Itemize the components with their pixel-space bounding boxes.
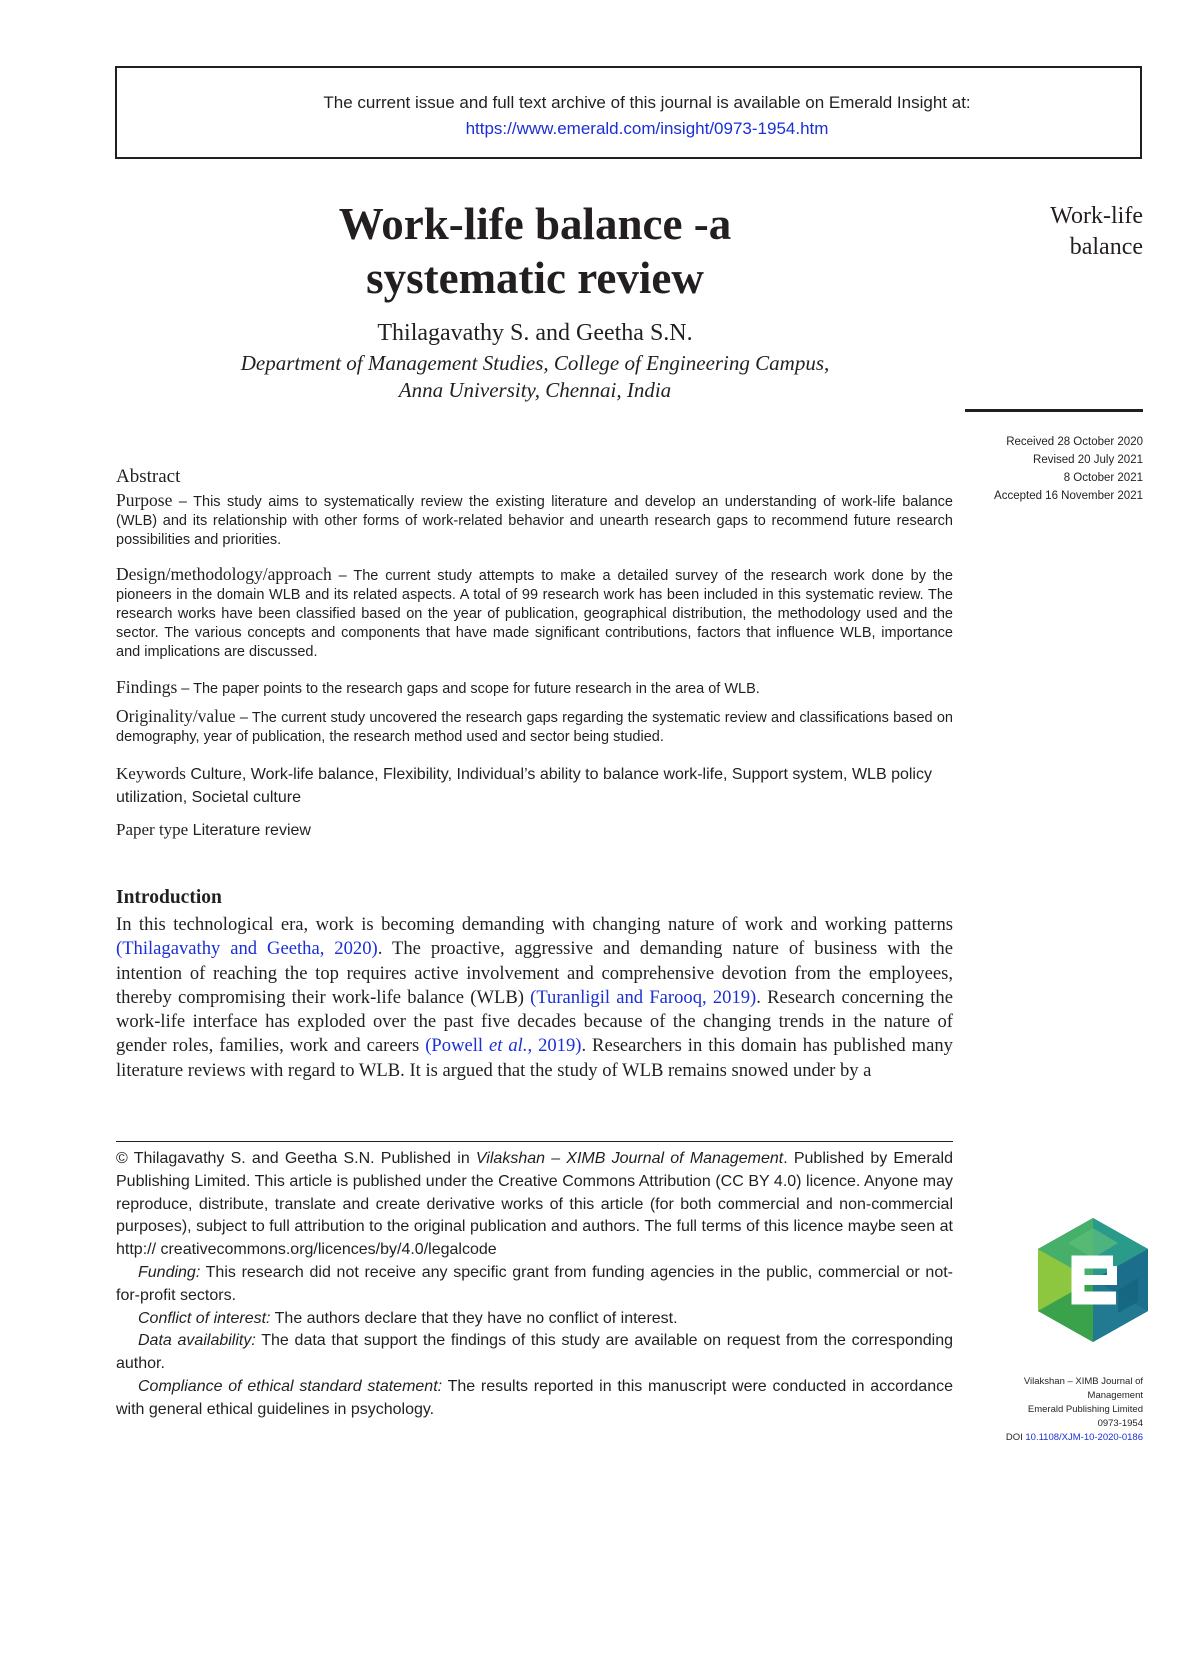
accepted-date: Accepted 16 November 2021 xyxy=(994,490,1143,502)
data-availability-note xyxy=(116,1330,953,1376)
article-dates xyxy=(940,433,1143,505)
findings-label: Findings xyxy=(116,677,178,697)
availability-box xyxy=(115,66,1142,159)
data-availability-text: The data that support the findings of this study are available on request from the corresponding author. xyxy=(116,1332,954,1373)
paper-type-text: Literature review xyxy=(188,822,311,839)
citation-powell-part-3: , 2019) xyxy=(527,1035,582,1057)
funding-text: This research did not receive any specific grant from funding agencies in the public, commercial or not-for-profit sectors. xyxy=(116,1263,953,1304)
doi-link[interactable]: 10.1108/XJM-10-2020-0186 xyxy=(1025,1432,1143,1443)
introduction-paragraph xyxy=(116,913,953,1083)
journal-name-line-1: Vilakshan – XIMB Journal of xyxy=(1023,1376,1143,1387)
ethics-label: Compliance of ethical standard statement: xyxy=(138,1377,443,1395)
doi-label: DOI xyxy=(1005,1432,1026,1443)
author-names: Thilagavathy S. and Geetha S.N. xyxy=(377,320,693,346)
title-line-2: systematic review xyxy=(366,253,704,303)
journal-info xyxy=(955,1375,1143,1445)
data-availability-label: Data availability: xyxy=(138,1332,256,1350)
availability-notice xyxy=(267,90,1027,142)
introduction-heading: Introduction xyxy=(116,887,222,908)
citation-thilagavathy-geetha-2020[interactable]: (Thilagavathy and Geetha, 2020) xyxy=(116,938,378,960)
abstract-findings xyxy=(116,678,953,699)
intro-text-4: . Researchers in this domain has published many literature reviews with regard to WLB. It is argued that the study of WLB remains snowed under by a xyxy=(116,1035,953,1081)
originality-label: Originality/value xyxy=(116,706,236,726)
publisher: Emerald Publishing Limited xyxy=(1027,1404,1143,1415)
conflict-note xyxy=(116,1308,953,1331)
funding-note xyxy=(116,1262,953,1308)
author-affiliation xyxy=(120,350,950,404)
revised-date: Revised 20 July 2021 xyxy=(1033,454,1143,466)
funding-label: Funding: xyxy=(138,1263,201,1281)
copyright-note xyxy=(116,1148,953,1262)
article-title xyxy=(120,197,950,305)
abstract-design xyxy=(116,565,953,662)
intro-text-2: . The proactive, aggressive and demanding nature of business with the intention of reaching the top requires active involvement and comprehensive devotion from the employees, thereby compromising their work-life balance (WLB) xyxy=(116,938,953,1008)
ethics-text: The results reported in this manuscript were conducted in accordance with general ethical guidelines in psychology. xyxy=(116,1377,953,1418)
affiliation-line-2: Anna University, Chennai, India xyxy=(398,378,672,402)
journal-archive-link[interactable]: https://www.emerald.com/insight/0973-1954.htm xyxy=(465,119,829,138)
running-head-line-1: Work-life xyxy=(1050,203,1143,229)
sidebar-divider xyxy=(965,409,1143,412)
running-head xyxy=(960,201,1143,263)
purpose-label: Purpose xyxy=(116,490,173,510)
availability-text: The current issue and full text archive of this journal is available on Emerald Insight at: xyxy=(323,93,971,112)
intro-text-1: In this technological era, work is becoming demanding with changing nature of work and working patterns xyxy=(116,914,953,935)
findings-text: – The paper points to the research gaps and scope for future research in the area of WLB. xyxy=(177,681,760,697)
abstract-purpose xyxy=(116,491,953,550)
ethics-note xyxy=(116,1376,953,1422)
footnote-divider xyxy=(116,1141,953,1142)
originality-text: – The current study uncovered the research gaps regarding the systematic review and classifications based on demography, year of publication, the research method used and sector being studied. xyxy=(116,710,953,745)
conflict-text: The authors declare that they have no conflict of interest. xyxy=(270,1309,678,1327)
received-date: Received 28 October 2020 xyxy=(1006,436,1143,448)
journal-name-italic: Vilakshan – XIMB Journal of Management xyxy=(475,1150,784,1167)
paper-type-label: Paper type xyxy=(116,820,189,839)
keywords-text: Culture, Work-life balance, Flexibility, Individual’s ability to balance work-life, Support system, WLB policy utilization, Societal culture xyxy=(116,766,932,806)
purpose-text: – This study aims to systematically review the existing literature and develop an understanding of work-life balance (WLB) and its relationship with other forms of work-related behavior and unearth research gaps to recommend future research possibilities and priorities. xyxy=(116,494,953,548)
design-label: Design/methodology/approach xyxy=(116,564,332,584)
running-head-line-2: balance xyxy=(1069,234,1143,260)
citation-powell-2019[interactable] xyxy=(425,1035,581,1056)
design-text: – The current study attempts to make a detailed survey of the research work done by the pioneers in the domain WLB and its related aspects. A total of 99 research work has been included in this systematic review. The research works have been classified based on the year of publication, geographical distribution, the methodology used and the sector. The various concepts and components that have made significant contributions, factors that influence WLB, importance and implications are discussed. xyxy=(116,568,953,660)
revised-date-2: 8 October 2021 xyxy=(1063,472,1143,484)
abstract-heading: Abstract xyxy=(116,466,181,487)
keywords-label: Keywords xyxy=(116,764,186,783)
footnotes xyxy=(116,1148,953,1422)
emerald-publishing-logo xyxy=(1038,1218,1148,1342)
citation-powell-etal: et al. xyxy=(489,1035,528,1057)
copyright-text-1: © Thilagavathy S. and Geetha S.N. Published in xyxy=(116,1150,476,1167)
conflict-label: Conflict of interest: xyxy=(138,1309,271,1327)
paper-type xyxy=(116,818,953,842)
citation-powell-part-1: (Powell xyxy=(425,1035,490,1057)
issn: 0973-1954 xyxy=(1097,1418,1143,1429)
title-line-1: Work-life balance -a xyxy=(338,199,732,249)
doi-line xyxy=(955,1431,1143,1445)
keywords xyxy=(116,762,953,809)
abstract-originality xyxy=(116,707,953,747)
copyright-text-2: . Published by Emerald Publishing Limited. This article is published under the Creative Commons Attribution (CC BY 4.0) licence. Anyone may reproduce, distribute, translate and create derivative works of this article (for both commercial and non-commercial purposes), subject to full attribution to the original publication and authors. The full terms of this licence maybe seen at http:// creativecommons.org/licences/by/4.0/legalcode xyxy=(116,1150,953,1259)
journal-name-line-2: Management xyxy=(1087,1390,1143,1401)
intro-text-3: . Research concerning the work-life interface has exploded over the past five decades because of the changing trends in the nature of gender roles, families, work and careers xyxy=(116,986,953,1057)
affiliation-line-1: Department of Management Studies, College of Engineering Campus, xyxy=(240,351,830,375)
citation-turanligil-farooq-2019[interactable]: (Turanligil and Farooq, 2019) xyxy=(530,986,757,1008)
